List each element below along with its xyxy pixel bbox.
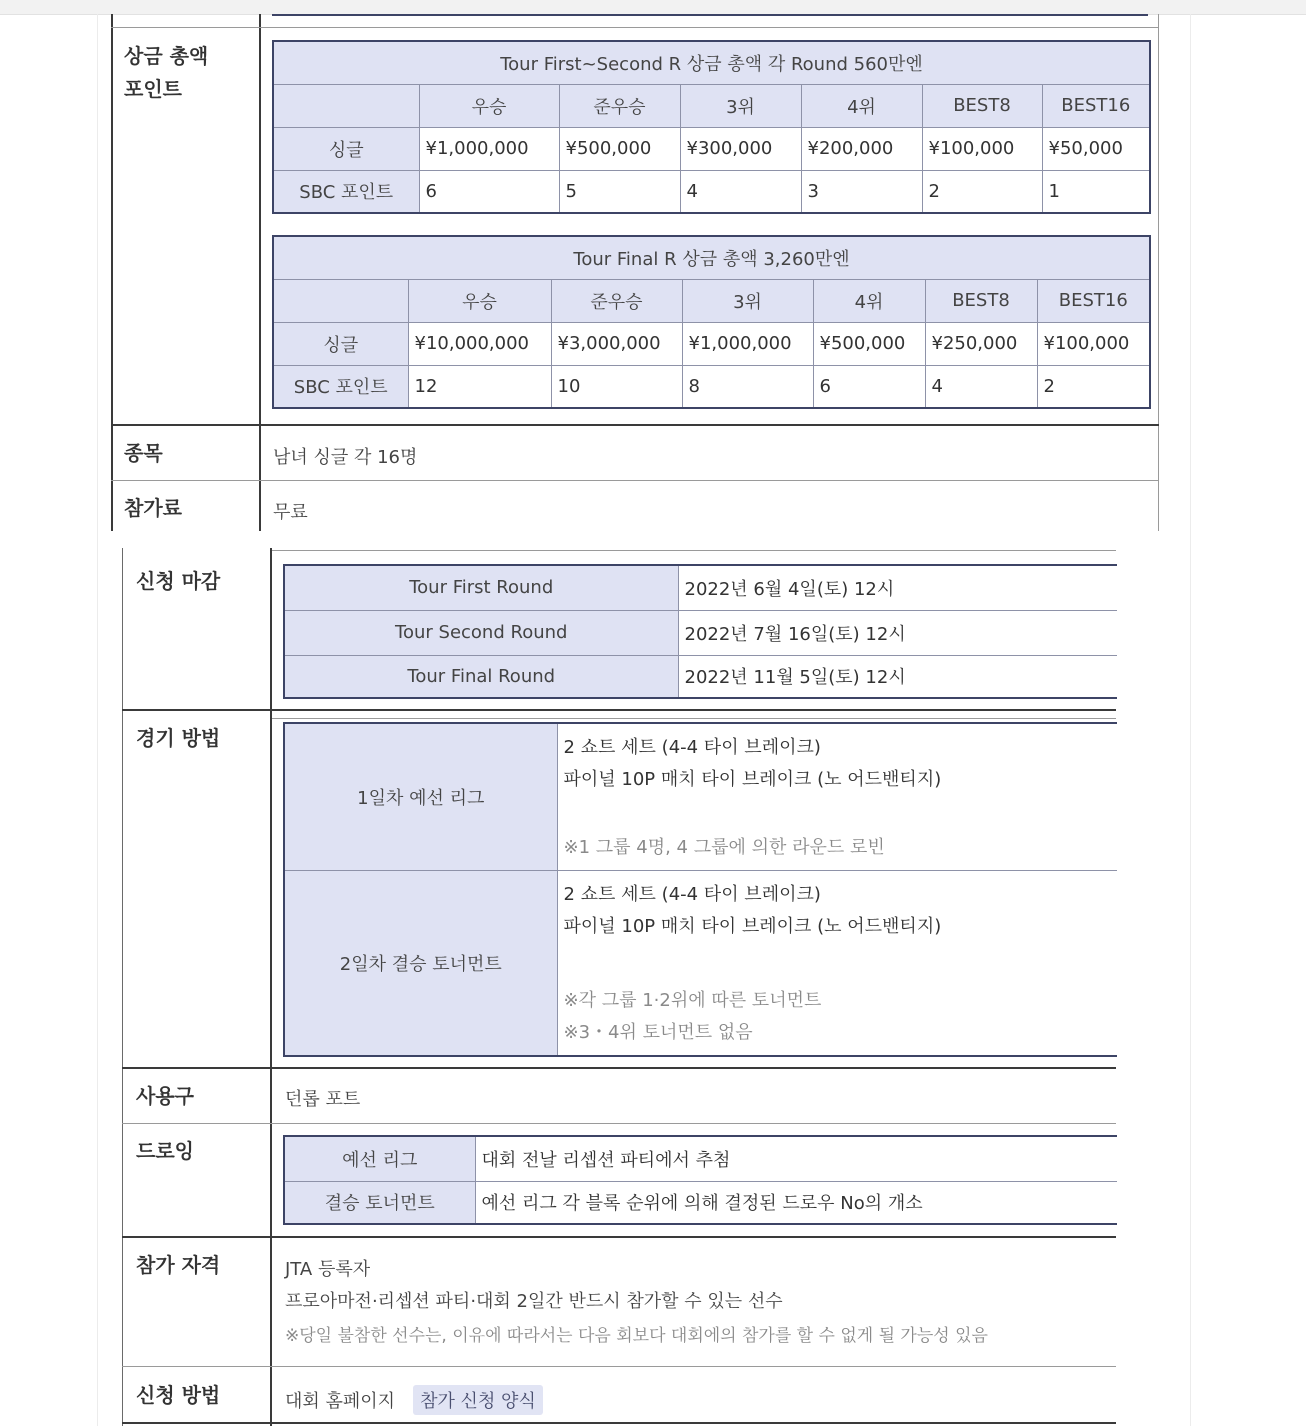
table-header-row [273,84,1150,127]
table-row [273,170,1150,213]
apply-form-link[interactable]: 참가 신청 양식 [413,1385,543,1415]
table-header-cell: BEST8 [925,279,1037,322]
frame-label-divider [270,548,272,1426]
prize-table-final [272,235,1151,409]
table-cell: 12 [408,365,551,408]
row-divider [111,480,1159,481]
frame-left-line [111,14,113,531]
table-header-cell: BEST8 [922,84,1042,127]
table-row [284,723,1117,870]
draw-desc: 대회 전날 리셉션 파티에서 추첨 [475,1136,1117,1181]
table-cell: 4 [925,365,1037,408]
table-cell: 4 [680,170,801,213]
row-divider [122,1366,1116,1367]
event-label: 종목 [124,441,163,465]
prize-table-first-second [272,40,1151,214]
stage-name: 2일차 결승 토너먼트 [284,870,557,1056]
apply-value: 대회 홈페이지 [285,1391,396,1412]
method-detail [557,723,1117,870]
frame-top-line [272,550,1116,551]
ball-value: 던롭 포트 [285,1089,361,1110]
table-header-cell: 우승 [408,279,551,322]
method-line: 2 쇼트 세트 (4-4 타이 브레이크) [563,883,821,905]
row-label: SBC 포인트 [273,365,408,408]
stage-name: 1일차 예선 리그 [284,723,557,870]
table-header-cell [273,84,419,127]
table-cell: 2 [922,170,1042,213]
deadline-label: 신청 마감 [136,569,221,593]
apply-label: 신청 방법 [136,1383,221,1407]
browser-top-strip [0,0,1306,15]
method-line: 2 쇼트 세트 (4-4 타이 브레이크) [563,737,821,758]
row-divider [122,1422,1116,1424]
method-note: ※3・4위 토너먼트 없음 [563,1021,753,1043]
table-header-cell: 3위 [682,279,813,322]
table-row [284,565,1117,610]
deadline-date: 2022년 6월 4일(토) 12시 [678,565,1117,610]
table-cell: 6 [813,365,925,408]
fee-value: 무료 [273,502,308,523]
table-cell: ¥50,000 [1042,127,1150,170]
table-caption: Tour Final R 상금 총액 3,260만엔 [273,236,1150,279]
table-cell: ¥3,000,000 [551,322,682,365]
qualification-note: ※당일 불참한 선수는, 이유에 따라서는 다음 회보다 대회에의 참가를 할 수 없게 될 가능성 있음 [285,1326,988,1346]
qualification-label: 참가 자격 [136,1253,221,1277]
spacer [564,796,1112,832]
table-header-cell: BEST16 [1037,279,1150,322]
page-gutter-right [1190,14,1191,1426]
table-row [273,322,1150,365]
draw-desc: 예선 리그 각 블록 순위에 의해 결정된 드로우 No의 개소 [475,1181,1117,1224]
method-line: 파이널 10P 매치 타이 브레이크 (노 어드밴티지) [563,915,942,937]
table-header-cell: BEST16 [1042,84,1150,127]
table-row [284,870,1117,1056]
table-header-cell: 3위 [680,84,801,127]
row-label: 싱글 [273,322,408,365]
method-note: ※각 그룹 1·2위에 따른 토너먼트 [563,989,822,1011]
round-name: Tour Final Round [284,655,678,698]
row-divider [122,1123,1116,1124]
table-header-cell: 4위 [801,84,922,127]
row-label: SBC 포인트 [273,170,419,213]
table-row [273,365,1150,408]
table-cell: 6 [419,170,559,213]
method-note: ※1 그룹 4명, 4 그룹에 의한 라운드 로빈 [563,837,885,858]
table-cell: 1 [1042,170,1150,213]
table-header-cell: 준우승 [559,84,680,127]
method-detail [557,870,1117,1056]
prev-table-edge [272,14,1148,16]
table-header-cell: 우승 [419,84,559,127]
table-cell: 2 [1037,365,1150,408]
table-header-cell: 4위 [813,279,925,322]
table-cell: 5 [559,170,680,213]
row-divider [111,424,1159,426]
table-cell: 8 [682,365,813,408]
table-cell: 3 [801,170,922,213]
frame-left-line [122,548,123,1426]
deadline-table [283,564,1117,699]
table-row [284,1181,1117,1224]
table-cell: ¥1,000,000 [682,322,813,365]
row-divider [272,718,1116,719]
row-divider [122,1236,1116,1238]
prize-label: 상금 총액 포인트 [124,44,209,101]
method-label: 경기 방법 [136,726,221,750]
table-cell: ¥200,000 [801,127,922,170]
ball-label: 사용구 [136,1084,194,1108]
table-cell: ¥250,000 [925,322,1037,365]
row-divider [122,1067,1116,1069]
frame-label-divider [259,14,261,531]
spacer [564,943,1112,985]
table-cell: ¥100,000 [922,127,1042,170]
table-header-cell [273,279,408,322]
table-header-row [273,279,1150,322]
round-name: Tour Second Round [284,610,678,655]
table-row [284,610,1117,655]
apply-method [285,1385,543,1415]
method-line: 파이널 10P 매치 타이 브레이크 (노 어드밴티지) [563,769,942,790]
table-cell: 10 [551,365,682,408]
event-value: 남녀 싱글 각 16명 [273,447,418,468]
deadline-date: 2022년 7월 16일(토) 12시 [678,610,1117,655]
table-cell: ¥300,000 [680,127,801,170]
deadline-date: 2022년 11월 5일(토) 12시 [678,655,1117,698]
method-table [283,722,1117,1057]
row-divider [122,709,1116,711]
table-caption: Tour First~Second R 상금 총액 각 Round 560만엔 [273,41,1150,84]
draw-table [283,1135,1117,1225]
table-cell: ¥10,000,000 [408,322,551,365]
draw-stage: 결승 토너먼트 [284,1181,475,1224]
table-cell: ¥100,000 [1037,322,1150,365]
page-gutter-left [97,14,98,1426]
draw-label: 드로잉 [136,1139,194,1163]
draw-stage: 예선 리그 [284,1136,475,1181]
table-header-cell: 준우승 [551,279,682,322]
table-cell: ¥500,000 [813,322,925,365]
round-name: Tour First Round [284,565,678,610]
table-row [273,127,1150,170]
fee-label: 참가료 [124,496,182,520]
frame-top-line [111,27,1159,28]
qualification-line: 프로아마전·리셉션 파티·대회 2일간 반드시 참가할 수 있는 선수 [285,1291,783,1312]
table-row [284,1136,1117,1181]
table-cell: ¥500,000 [559,127,680,170]
qualification-line: JTA 등록자 [285,1259,371,1280]
frame-right-line [1158,14,1159,531]
table-row [284,655,1117,698]
table-cell: ¥1,000,000 [419,127,559,170]
row-label: 싱글 [273,127,419,170]
